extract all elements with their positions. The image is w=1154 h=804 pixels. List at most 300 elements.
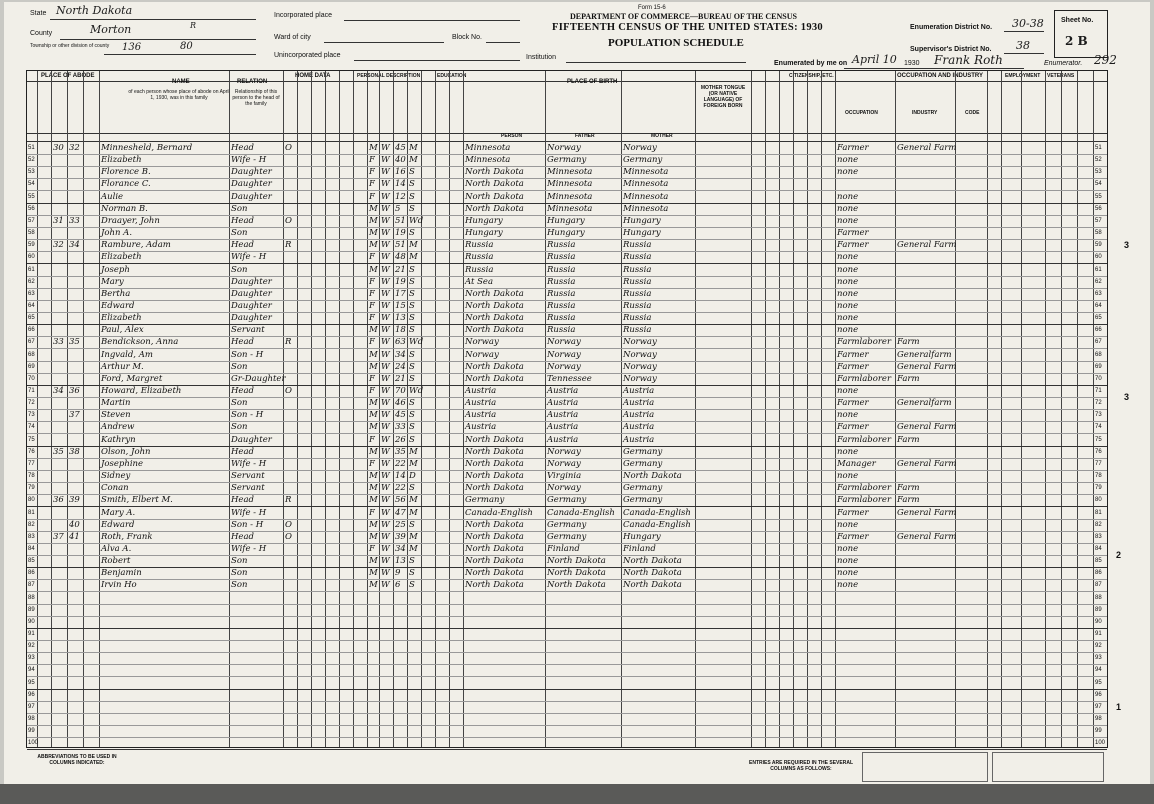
cell-marital: S <box>409 313 415 324</box>
cell-occupation: Farmer <box>837 507 869 518</box>
cell-occupation: none <box>837 288 859 299</box>
line-number-right: 60 <box>1095 254 1102 261</box>
cell-age: 47 <box>395 507 406 518</box>
cell-birthplace: North Dakota <box>465 446 524 457</box>
cell-occupation: Farmlaborer <box>837 483 892 494</box>
cell-relation: Son <box>231 361 248 372</box>
cell-birthplace: North Dakota <box>465 288 524 299</box>
cell-birthplace: North Dakota <box>465 300 524 311</box>
cell-industry: General Farm <box>897 531 957 542</box>
cell-race: W <box>381 434 390 445</box>
cell-mother-bp: Austria <box>623 434 655 445</box>
cell-race: W <box>381 228 390 239</box>
table-row <box>27 434 1107 446</box>
cell-tenure: O <box>285 215 292 226</box>
cell-relation: Gr-Daughter <box>231 373 286 384</box>
cell-tenure: O <box>285 519 292 530</box>
line-number-right: 71 <box>1095 388 1102 394</box>
cell-mother-bp: Germany <box>623 495 663 506</box>
cell-name: John A. <box>101 228 133 239</box>
side-mark: 2 <box>1116 550 1122 560</box>
cell-marital: S <box>409 568 415 579</box>
line-number: 74 <box>28 424 35 431</box>
cell-name: Howard, Elizabeth <box>101 386 182 396</box>
table-row <box>27 215 1107 227</box>
table-row <box>27 628 1107 640</box>
cell-name: Florence B. <box>101 167 151 178</box>
cell-sex: M <box>369 264 378 275</box>
cell-occupation: none <box>837 215 859 226</box>
line-number: 90 <box>28 618 35 625</box>
cell-race: W <box>381 398 390 409</box>
cell-mother-bp: Germany <box>623 458 663 469</box>
cell-birthplace: Norway <box>465 337 499 348</box>
cell-marital: Wd <box>409 337 424 348</box>
line-number: 55 <box>28 193 35 200</box>
relation-header: RELATION <box>237 79 268 85</box>
cell-mother-bp: Germany <box>623 483 663 494</box>
cell-name: Martin <box>101 398 131 409</box>
cell-sex: M <box>369 519 378 530</box>
cell-father-bp: Russia <box>547 240 576 251</box>
cell-relation: Son - H <box>231 519 264 530</box>
cell-sex: F <box>369 507 375 518</box>
cell-race: W <box>381 276 390 287</box>
line-number-right: 75 <box>1095 436 1102 443</box>
cell-father-bp: Norway <box>547 458 581 469</box>
cell-age: 34 <box>395 543 406 554</box>
cell-father-bp: Norway <box>547 337 581 348</box>
cell-relation: Daughter <box>231 288 272 299</box>
line-number-right: 82 <box>1095 521 1102 528</box>
cell-dwelling: 35 <box>53 446 64 457</box>
cell-birthplace: North Dakota <box>465 580 524 591</box>
cell-age: 63 <box>395 337 406 348</box>
line-number-right: 66 <box>1095 327 1102 334</box>
side-mark: 1 <box>1116 702 1122 712</box>
cell-marital: M <box>409 252 418 263</box>
table-row <box>27 482 1107 494</box>
cell-sex: F <box>369 543 375 554</box>
cell-occupation: Farmlaborer <box>837 434 892 445</box>
cell-sex: M <box>369 361 378 372</box>
cell-marital: M <box>409 507 418 518</box>
cell-father-bp: Norway <box>547 361 581 372</box>
cell-industry: General Farm <box>897 507 957 518</box>
cell-sex: F <box>369 167 375 178</box>
line-number-right: 94 <box>1095 667 1102 674</box>
line-number-right: 90 <box>1095 618 1102 625</box>
cell-relation: Son <box>231 556 248 567</box>
cell-race: W <box>381 288 390 299</box>
cell-occupation: none <box>837 300 859 311</box>
census-page <box>4 2 1150 784</box>
cell-father-bp: Russia <box>547 288 576 299</box>
table-row <box>27 349 1107 361</box>
cell-father-bp: Canada-English <box>547 507 615 518</box>
cell-birthplace: Russia <box>465 252 494 263</box>
township-label: Township or other division of county <box>30 43 110 49</box>
cell-father-bp: Austria <box>547 434 579 445</box>
table-row <box>27 713 1107 725</box>
cell-father-bp: Norway <box>547 143 581 153</box>
cell-dwelling: 30 <box>53 143 64 153</box>
cell-mother-bp: Russia <box>623 325 652 336</box>
line-number-right: 67 <box>1095 339 1102 346</box>
table-row <box>27 239 1107 251</box>
cell-relation: Daughter <box>231 167 272 178</box>
cell-sex: M <box>369 410 378 421</box>
cell-name: Mary A. <box>101 507 136 518</box>
cell-occupation: none <box>837 543 859 554</box>
cell-mother-bp: Minnesota <box>623 179 669 190</box>
cell-father-bp: Minnesota <box>547 191 593 202</box>
cell-father-bp: Minnesota <box>547 203 593 214</box>
table-row <box>27 592 1107 604</box>
line-number-right: 100 <box>1095 740 1106 747</box>
home-data-header: HOME DATA <box>295 73 331 79</box>
cell-birthplace: North Dakota <box>465 167 524 178</box>
cell-sex: F <box>369 155 375 166</box>
cell-birthplace: Hungary <box>465 215 503 226</box>
line-number-right: 63 <box>1095 290 1102 297</box>
ward-label: Ward of city <box>274 34 311 41</box>
cell-race: W <box>381 483 390 494</box>
cell-birthplace: North Dakota <box>465 313 524 324</box>
cell-occupation: Farmer <box>837 531 869 542</box>
cell-father-bp: Germany <box>547 495 587 506</box>
personal-header: PERSONAL DESCRIPTION <box>357 73 421 79</box>
cell-race: W <box>381 519 390 530</box>
line-number-right: 69 <box>1095 363 1102 370</box>
line-number-right: 61 <box>1095 266 1102 273</box>
line-number-right: 52 <box>1095 157 1102 164</box>
citizenship-header: CITIZENSHIP, ETC. <box>789 73 834 79</box>
cell-race: W <box>381 143 390 153</box>
cell-race: W <box>381 580 390 591</box>
table-row <box>27 616 1107 628</box>
township-value: 136 <box>122 42 142 53</box>
table-row <box>27 166 1107 178</box>
cell-mother-bp: Russia <box>623 288 652 299</box>
cell-birthplace: Austria <box>465 422 497 433</box>
line-number: 98 <box>28 716 35 723</box>
relation-instructions: Relationship of this person to the head of the family <box>232 89 280 107</box>
cell-marital: S <box>409 434 415 445</box>
cell-age: 14 <box>395 471 406 482</box>
cell-father-bp: Austria <box>547 410 579 421</box>
cell-father-bp: Hungary <box>547 215 585 226</box>
cell-sex: M <box>369 398 378 409</box>
cell-birthplace: At Sea <box>465 276 494 287</box>
enumerated-label: Enumerated by me on <box>774 60 848 67</box>
cell-name: Draayer, John <box>101 215 160 226</box>
cell-mother-bp: Hungary <box>623 228 661 239</box>
cell-father-bp: Germany <box>547 155 587 166</box>
cell-family: 41 <box>69 531 80 542</box>
table-row <box>27 300 1107 312</box>
cell-tenure: R <box>285 337 292 348</box>
cell-sex: M <box>369 422 378 433</box>
line-number: 72 <box>28 400 35 407</box>
cell-sex: F <box>369 191 375 202</box>
cell-father-bp: Norway <box>547 483 581 494</box>
line-number: 93 <box>28 655 35 662</box>
cell-sex: F <box>369 386 375 396</box>
cell-age: 21 <box>395 264 406 275</box>
incorporated-label: Incorporated place <box>274 12 332 19</box>
line-number: 81 <box>28 509 35 516</box>
cell-father-bp: Austria <box>547 398 579 409</box>
cell-age: 48 <box>395 252 406 263</box>
cell-name: Joseph <box>101 264 130 275</box>
cell-occupation: none <box>837 155 859 166</box>
cell-relation: Head <box>231 386 254 396</box>
cell-name: Edward <box>101 300 135 311</box>
cell-mother-bp: Russia <box>623 276 652 287</box>
table-row <box>27 543 1107 555</box>
institution-label: Institution <box>526 54 556 61</box>
cell-relation: Head <box>231 215 254 226</box>
cell-marital: S <box>409 410 415 421</box>
cell-sex: F <box>369 373 375 384</box>
side-mark: 3 <box>1124 392 1130 402</box>
cell-marital: S <box>409 167 415 178</box>
line-number: 51 <box>28 145 35 151</box>
cell-birthplace: North Dakota <box>465 179 524 190</box>
cell-race: W <box>381 349 390 360</box>
cell-mother-bp: Austria <box>623 410 655 421</box>
cell-dwelling: 33 <box>53 337 64 348</box>
cell-occupation: Manager <box>837 458 876 469</box>
cell-marital: S <box>409 373 415 384</box>
cell-marital: S <box>409 422 415 433</box>
line-number-right: 72 <box>1095 400 1102 407</box>
cell-birthplace: Russia <box>465 264 494 275</box>
line-number: 79 <box>28 485 35 492</box>
cell-occupation: none <box>837 313 859 324</box>
cell-relation: Son <box>231 203 248 214</box>
cell-age: 13 <box>395 313 406 324</box>
place-of-birth-header: PLACE OF BIRTH <box>567 79 618 85</box>
line-number: 80 <box>28 497 35 504</box>
cell-race: W <box>381 215 390 226</box>
cell-name: Roth, Frank <box>101 531 153 542</box>
cell-occupation: Farmer <box>837 422 869 433</box>
line-number-right: 79 <box>1095 485 1102 492</box>
cell-mother-bp: Austria <box>623 386 655 396</box>
table-row <box>27 677 1107 689</box>
line-number: 91 <box>28 631 35 637</box>
cell-sex: F <box>369 276 375 287</box>
line-number-right: 57 <box>1095 217 1102 224</box>
line-number: 85 <box>28 558 35 565</box>
line-number: 76 <box>28 448 35 455</box>
cell-tenure: R <box>285 495 292 506</box>
line-number: 61 <box>28 266 35 273</box>
cell-name: Ford, Margret <box>101 373 163 384</box>
table-row <box>27 361 1107 373</box>
cell-age: 56 <box>395 495 406 506</box>
cell-father-bp: Norway <box>547 349 581 360</box>
enum-district-label: Enumeration District No. <box>910 24 993 31</box>
cell-marital: M <box>409 155 418 166</box>
line-number: 92 <box>28 643 35 650</box>
cell-sex: F <box>369 313 375 324</box>
cell-marital: D <box>409 471 416 482</box>
cell-marital: S <box>409 203 415 214</box>
cell-race: W <box>381 373 390 384</box>
cell-occupation: Farmlaborer <box>837 495 892 506</box>
cell-father-bp: Tennessee <box>547 373 592 384</box>
cell-name: Kathryn <box>101 434 136 445</box>
cell-race: W <box>381 240 390 251</box>
cell-sex: F <box>369 252 375 263</box>
table-row <box>27 531 1107 543</box>
cell-age: 25 <box>395 519 406 530</box>
line-number-right: 68 <box>1095 351 1102 358</box>
cell-sex: M <box>369 203 378 214</box>
table-row <box>27 470 1107 482</box>
line-number-right: 84 <box>1095 545 1102 552</box>
cell-industry: Farm <box>897 483 920 494</box>
line-number-right: 98 <box>1095 716 1102 723</box>
cell-industry: General Farm <box>897 458 957 469</box>
cell-mother-bp: Russia <box>623 313 652 324</box>
cell-relation: Daughter <box>231 300 272 311</box>
cell-mother-bp: Hungary <box>623 215 661 226</box>
table-row <box>27 154 1107 166</box>
cell-mother-bp: Norway <box>623 337 657 348</box>
enumerated-year: 1930 <box>904 60 920 67</box>
cell-age: 26 <box>395 434 406 445</box>
cell-father-bp: Norway <box>547 446 581 457</box>
line-number-right: 56 <box>1095 205 1102 212</box>
cell-dwelling: 31 <box>53 215 64 226</box>
cell-marital: S <box>409 179 415 190</box>
cell-family: 32 <box>69 143 80 153</box>
cell-father-bp: Minnesota <box>547 179 593 190</box>
cell-name: Bertha <box>101 288 131 299</box>
line-number: 100 <box>28 740 39 747</box>
table-row <box>27 458 1107 470</box>
cell-tenure: O <box>285 386 292 396</box>
table-row <box>27 579 1107 591</box>
cell-name: Alva A. <box>101 543 132 554</box>
cell-age: 9 <box>395 568 401 579</box>
cell-race: W <box>381 203 390 214</box>
cell-dwelling: 34 <box>53 386 64 396</box>
line-number: 66 <box>28 327 35 334</box>
cell-occupation: Farmer <box>837 398 869 409</box>
cell-marital: M <box>409 543 418 554</box>
cell-occupation: none <box>837 410 859 421</box>
side-mark: 3 <box>1124 240 1130 250</box>
cell-mother-bp: Germany <box>623 155 663 166</box>
cell-name: Edward <box>101 519 135 530</box>
veterans-header: VETERANS <box>1047 73 1075 79</box>
cell-age: 17 <box>395 288 406 299</box>
cell-name: Aulie <box>101 191 124 202</box>
cell-name: Steven <box>101 410 131 421</box>
cell-sex: F <box>369 337 375 348</box>
cell-relation: Daughter <box>231 276 272 287</box>
cell-race: W <box>381 191 390 202</box>
cell-occupation: none <box>837 203 859 214</box>
line-number-right: 85 <box>1095 558 1102 565</box>
cell-marital: S <box>409 325 415 336</box>
cell-marital: S <box>409 276 415 287</box>
cell-marital: S <box>409 556 415 567</box>
cell-mother-bp: Norway <box>623 349 657 360</box>
cell-sex: M <box>369 495 378 506</box>
cell-mother-bp: North Dakota <box>623 471 682 482</box>
cell-race: W <box>381 410 390 421</box>
line-number-right: 78 <box>1095 473 1102 480</box>
table-row <box>27 689 1107 701</box>
cell-mother-bp: Finland <box>623 543 656 554</box>
cell-marital: S <box>409 228 415 239</box>
cell-family: 35 <box>69 337 80 348</box>
cell-name: Arthur M. <box>101 361 144 372</box>
line-number: 75 <box>28 436 35 443</box>
cell-race: W <box>381 386 390 396</box>
enumerator-label: Enumerator. <box>1044 60 1083 67</box>
table-row <box>27 385 1107 397</box>
cell-mother-bp: Canada-English <box>623 507 691 518</box>
cell-father-bp: North Dakota <box>547 556 606 567</box>
cell-industry: Farm <box>897 434 920 445</box>
cell-occupation: Farmer <box>837 228 869 239</box>
cell-industry: Farm <box>897 337 920 348</box>
sheet-value: 2 B <box>1065 34 1088 48</box>
cell-father-bp: Germany <box>547 531 587 542</box>
cell-age: 70 <box>395 386 406 396</box>
cell-age: 22 <box>395 458 406 469</box>
table-row <box>27 555 1107 567</box>
mother-subheader: MOTHER <box>651 133 673 139</box>
cell-relation: Son <box>231 228 248 239</box>
line-number-right: 77 <box>1095 460 1102 467</box>
cell-occupation: none <box>837 264 859 275</box>
cell-name: Minnesheld, Bernard <box>101 143 193 153</box>
county-label: County <box>30 30 53 37</box>
cell-name: Elizabeth <box>101 155 142 166</box>
cell-mother-bp: Germany <box>623 446 663 457</box>
supervisor-value: 38 <box>1016 39 1030 52</box>
cell-birthplace: North Dakota <box>465 434 524 445</box>
cell-occupation: Farmlaborer <box>837 337 892 348</box>
cell-father-bp: Russia <box>547 300 576 311</box>
cell-age: 51 <box>395 240 406 251</box>
line-number-right: 91 <box>1095 631 1102 637</box>
cell-relation: Son - H <box>231 410 264 421</box>
cell-sex: M <box>369 143 378 153</box>
cell-occupation: none <box>837 446 859 457</box>
table-row <box>27 725 1107 737</box>
cell-relation: Son <box>231 398 248 409</box>
footer <box>26 750 1106 784</box>
line-number: 70 <box>28 375 35 382</box>
line-number-right: 81 <box>1095 509 1102 516</box>
line-number-right: 88 <box>1095 594 1102 601</box>
line-number: 71 <box>28 388 35 394</box>
table-row <box>27 178 1107 190</box>
line-number-right: 51 <box>1095 145 1102 151</box>
cell-marital: S <box>409 288 415 299</box>
cell-birthplace: Canada-English <box>465 507 533 518</box>
cell-birthplace: North Dakota <box>465 519 524 530</box>
